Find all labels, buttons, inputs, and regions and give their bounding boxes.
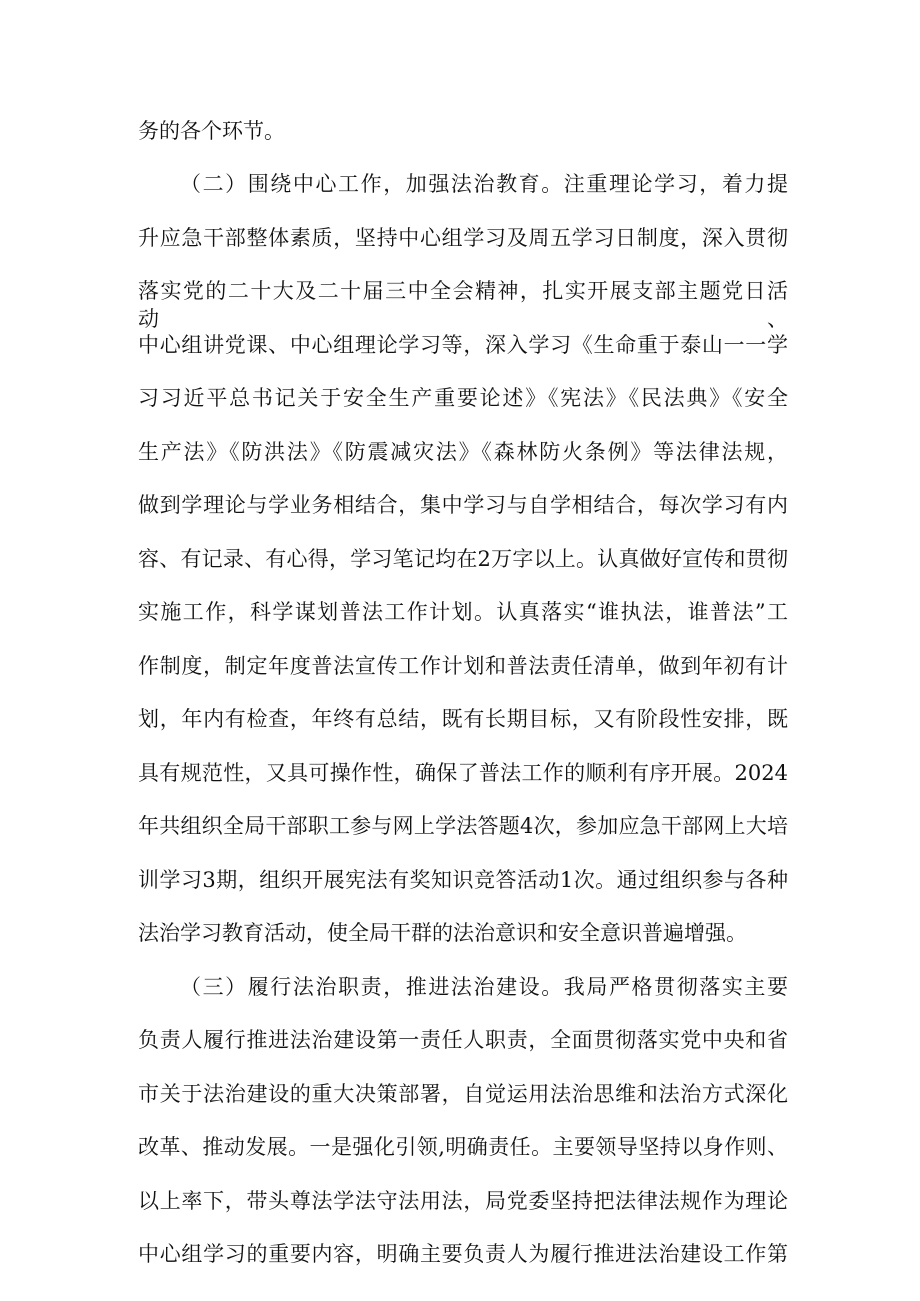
text-line: 改革、推动发展。一是强化引领,明确责任。主要领导坚持以身作则、 bbox=[138, 1135, 788, 1159]
text-line: 年共组织全局干部职工参与网上学法答题4次，参加应急干部网上大培 bbox=[138, 814, 788, 838]
text-line: 生产法》《防洪法》《防震减灾法》《森林防火条例》等法律法规， bbox=[138, 440, 788, 464]
text-line: 以上率下，带头尊法学法守法用法，局党委坚持把法律法规作为理论 bbox=[138, 1189, 788, 1213]
text-line: 实施工作，科学谋划普法工作计划。认真落实“谁执法，谁普法”工 bbox=[138, 600, 788, 624]
paragraph-3-first-line: （三）履行法治职责，推进法治建设。我局严格贯彻落实主要 bbox=[180, 975, 788, 999]
text-line: 作制度，制定年度普法宣传工作计划和普法责任清单，做到年初有计 bbox=[138, 654, 788, 678]
text-line: 习习近平总书记关于安全生产重要论述》《宪法》《民法典》《安全 bbox=[138, 386, 788, 410]
text-line: 市关于法治建设的重大决策部署，自觉运用法治思维和法治方式深化 bbox=[138, 1082, 788, 1106]
text-line: 法治学习教育活动，使全局干群的法治意识和安全意识普遍增强。 bbox=[138, 921, 747, 945]
text-line: 划，年内有检查，年终有总结，既有长期目标，又有阶段性安排，既 bbox=[138, 707, 788, 731]
text-line: 务的各个环节。 bbox=[138, 119, 285, 143]
text-line: 负责人履行推进法治建设第一责任人职责，全面贯彻落实党中央和省 bbox=[138, 1028, 788, 1052]
text-line: 容、有记录、有心得，学习笔记均在2万字以上。认真做好宣传和贯彻 bbox=[138, 547, 788, 571]
text-line: 训学习3期，组织开展宪法有奖知识竞答活动1次。通过组织参与各种 bbox=[138, 868, 788, 892]
text-line: 落实党的二十大及二十届三中全会精神，扎实开展支部主题党日活动、 bbox=[138, 279, 788, 331]
text-line: 具有规范性，又具可操作性，确保了普法工作的顺利有序开展。2024 bbox=[138, 761, 788, 785]
text-line: 升应急干部整体素质，坚持中心组学习及周五学习日制度，深入贯彻 bbox=[138, 226, 788, 250]
text-line: 中心组讲党课、中心组理论学习等，深入学习《生命重于泰山一一学 bbox=[138, 333, 788, 357]
text-line: 中心组学习的重要内容，明确主要负责人为履行推进法治建设工作第 bbox=[138, 1242, 788, 1266]
paragraph-2-first-line: （二）围绕中心工作，加强法治教育。注重理论学习，着力提 bbox=[180, 172, 788, 196]
text-line: 做到学理论与学业务相结合，集中学习与自学相结合，每次学习有内 bbox=[138, 493, 788, 517]
